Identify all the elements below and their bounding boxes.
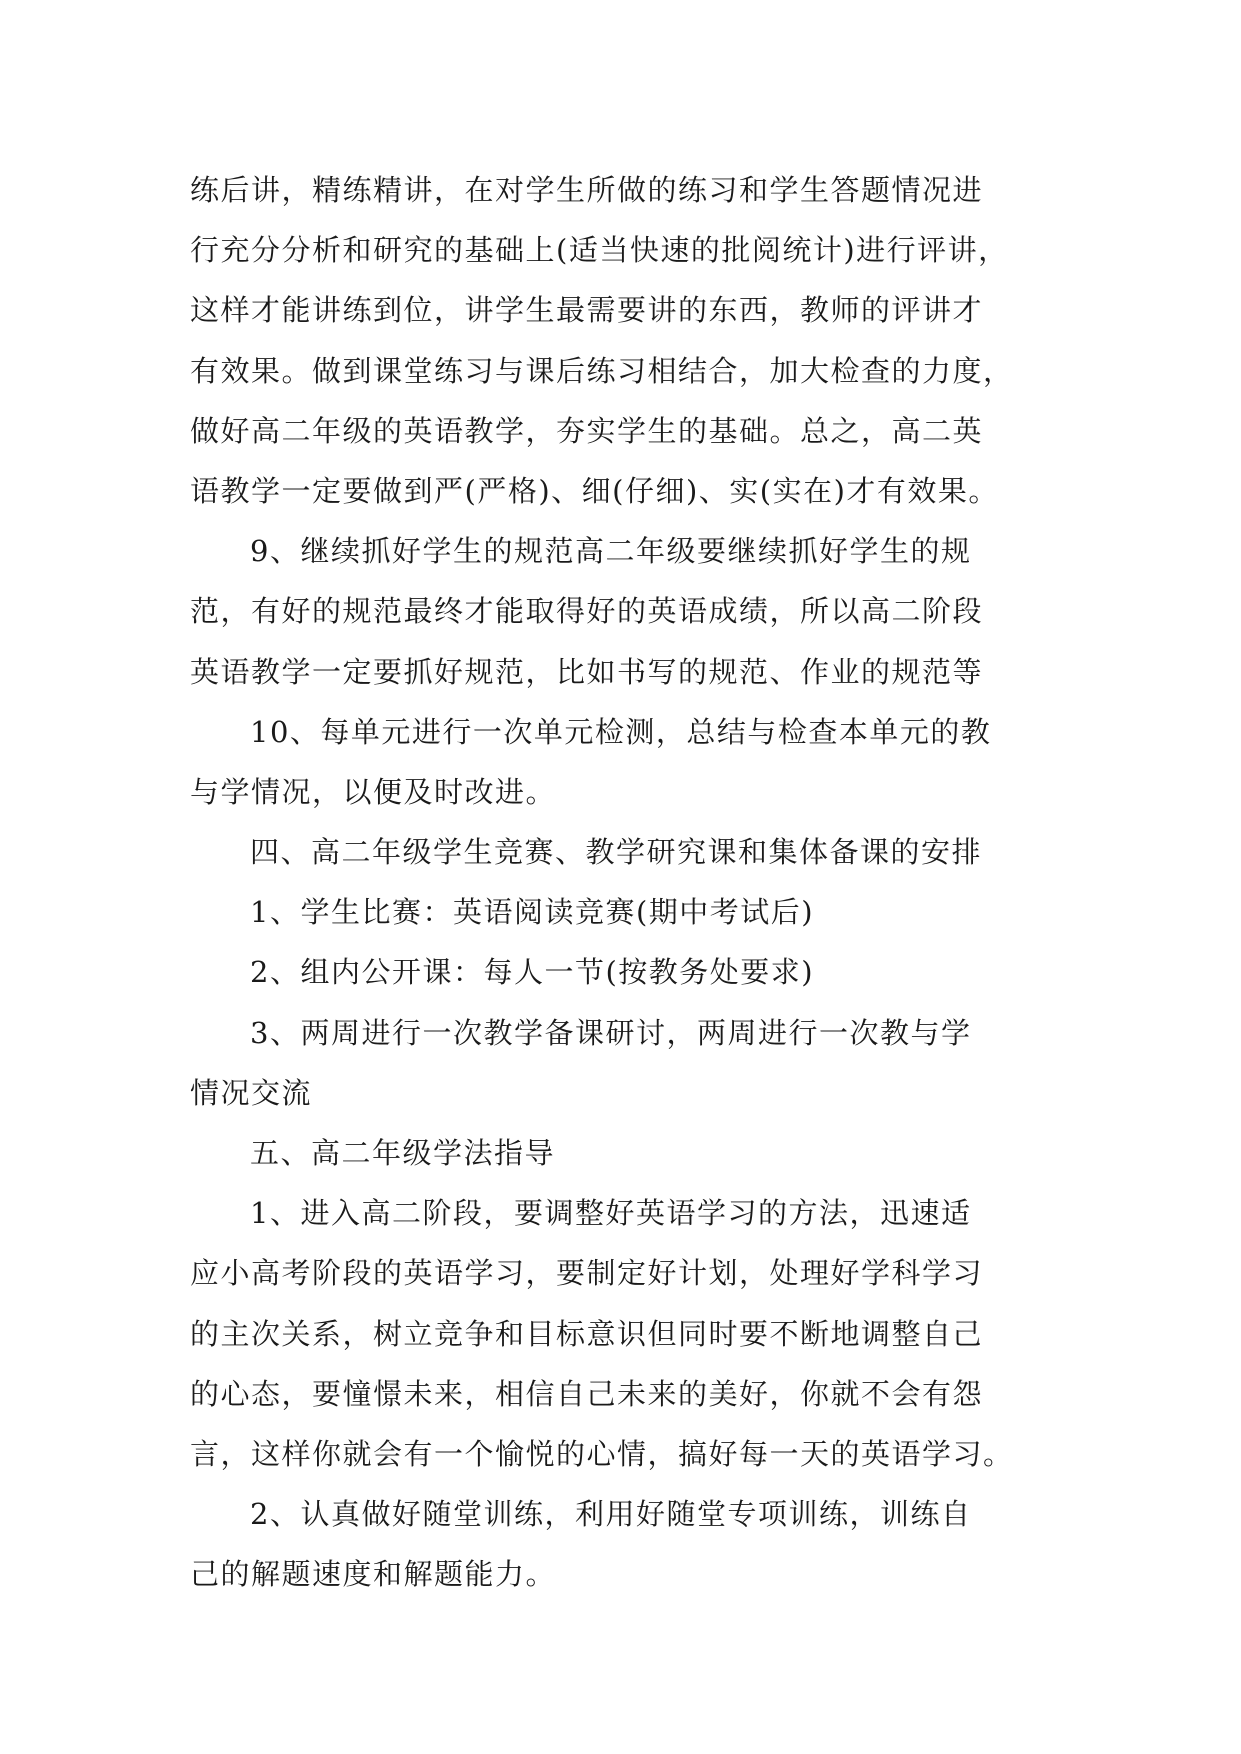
text-line: 己的解题速度和解题能力。 bbox=[190, 1557, 557, 1592]
text-line: 情况交流 bbox=[190, 1075, 313, 1110]
list-item: 3、两周进行一次教学备课研讨，两周进行一次教与学 bbox=[250, 1015, 972, 1050]
section-heading: 五、高二年级学法指导 bbox=[250, 1136, 556, 1170]
list-item: 1、进入高二阶段，要调整好英语学习的方法，迅速适 bbox=[250, 1196, 972, 1231]
list-item: 2、组内公开课：每人一节(按教务处要求) bbox=[250, 955, 815, 990]
text-line: 的心态，要憧憬未来，相信自己未来的美好，你就不会有怨 bbox=[190, 1376, 984, 1411]
text-line: 这样才能讲练到位，讲学生最需要讲的东西，教师的评讲才 bbox=[190, 293, 984, 328]
text-line: 的主次关系，树立竞争和目标意识但同时要不断地调整自己 bbox=[190, 1316, 984, 1351]
text-line: 练后讲，精练精讲，在对学生所做的练习和学生答题情况进 bbox=[190, 173, 984, 207]
text-line: 英语教学一定要抓好规范，比如书写的规范、作业的规范等 bbox=[190, 654, 984, 689]
paragraph-start-line: 9、继续抓好学生的规范高二年级要继续抓好学生的规 bbox=[250, 534, 972, 569]
text-line: 有效果。做到课堂练习与课后练习相结合，加大检查的力度， bbox=[190, 353, 1014, 388]
document-body bbox=[190, 160, 1090, 1605]
text-line: 范，有好的规范最终才能取得好的英语成绩，所以高二阶段 bbox=[190, 594, 984, 629]
section-heading: 四、高二年级学生竞赛、教学研究课和集体备课的安排 bbox=[250, 835, 983, 870]
text-line: 语教学一定要做到严(严格)、细(仔细)、实(实在)才有效果。 bbox=[190, 473, 999, 508]
text-line: 行充分分析和研究的基础上(适当快速的批阅统计)进行评讲， bbox=[190, 233, 1009, 268]
text-line: 做好高二年级的英语教学，夯实学生的基础。总之，高二英 bbox=[190, 413, 984, 448]
list-item: 2、认真做好随堂训练，利用好随堂专项训练，训练自 bbox=[250, 1497, 972, 1532]
text-line: 言，这样你就会有一个愉悦的心情，搞好每一天的英语学习。 bbox=[190, 1436, 1014, 1471]
paragraph-start-line: 10、每单元进行一次单元检测，总结与检查本单元的教 bbox=[250, 714, 992, 749]
list-item: 1、学生比赛：英语阅读竞赛(期中考试后) bbox=[250, 895, 815, 930]
text-line: 应小高考阶段的英语学习，要制定好计划，处理好学科学习 bbox=[190, 1256, 984, 1291]
text-line: 与学情况，以便及时改进。 bbox=[190, 774, 557, 809]
